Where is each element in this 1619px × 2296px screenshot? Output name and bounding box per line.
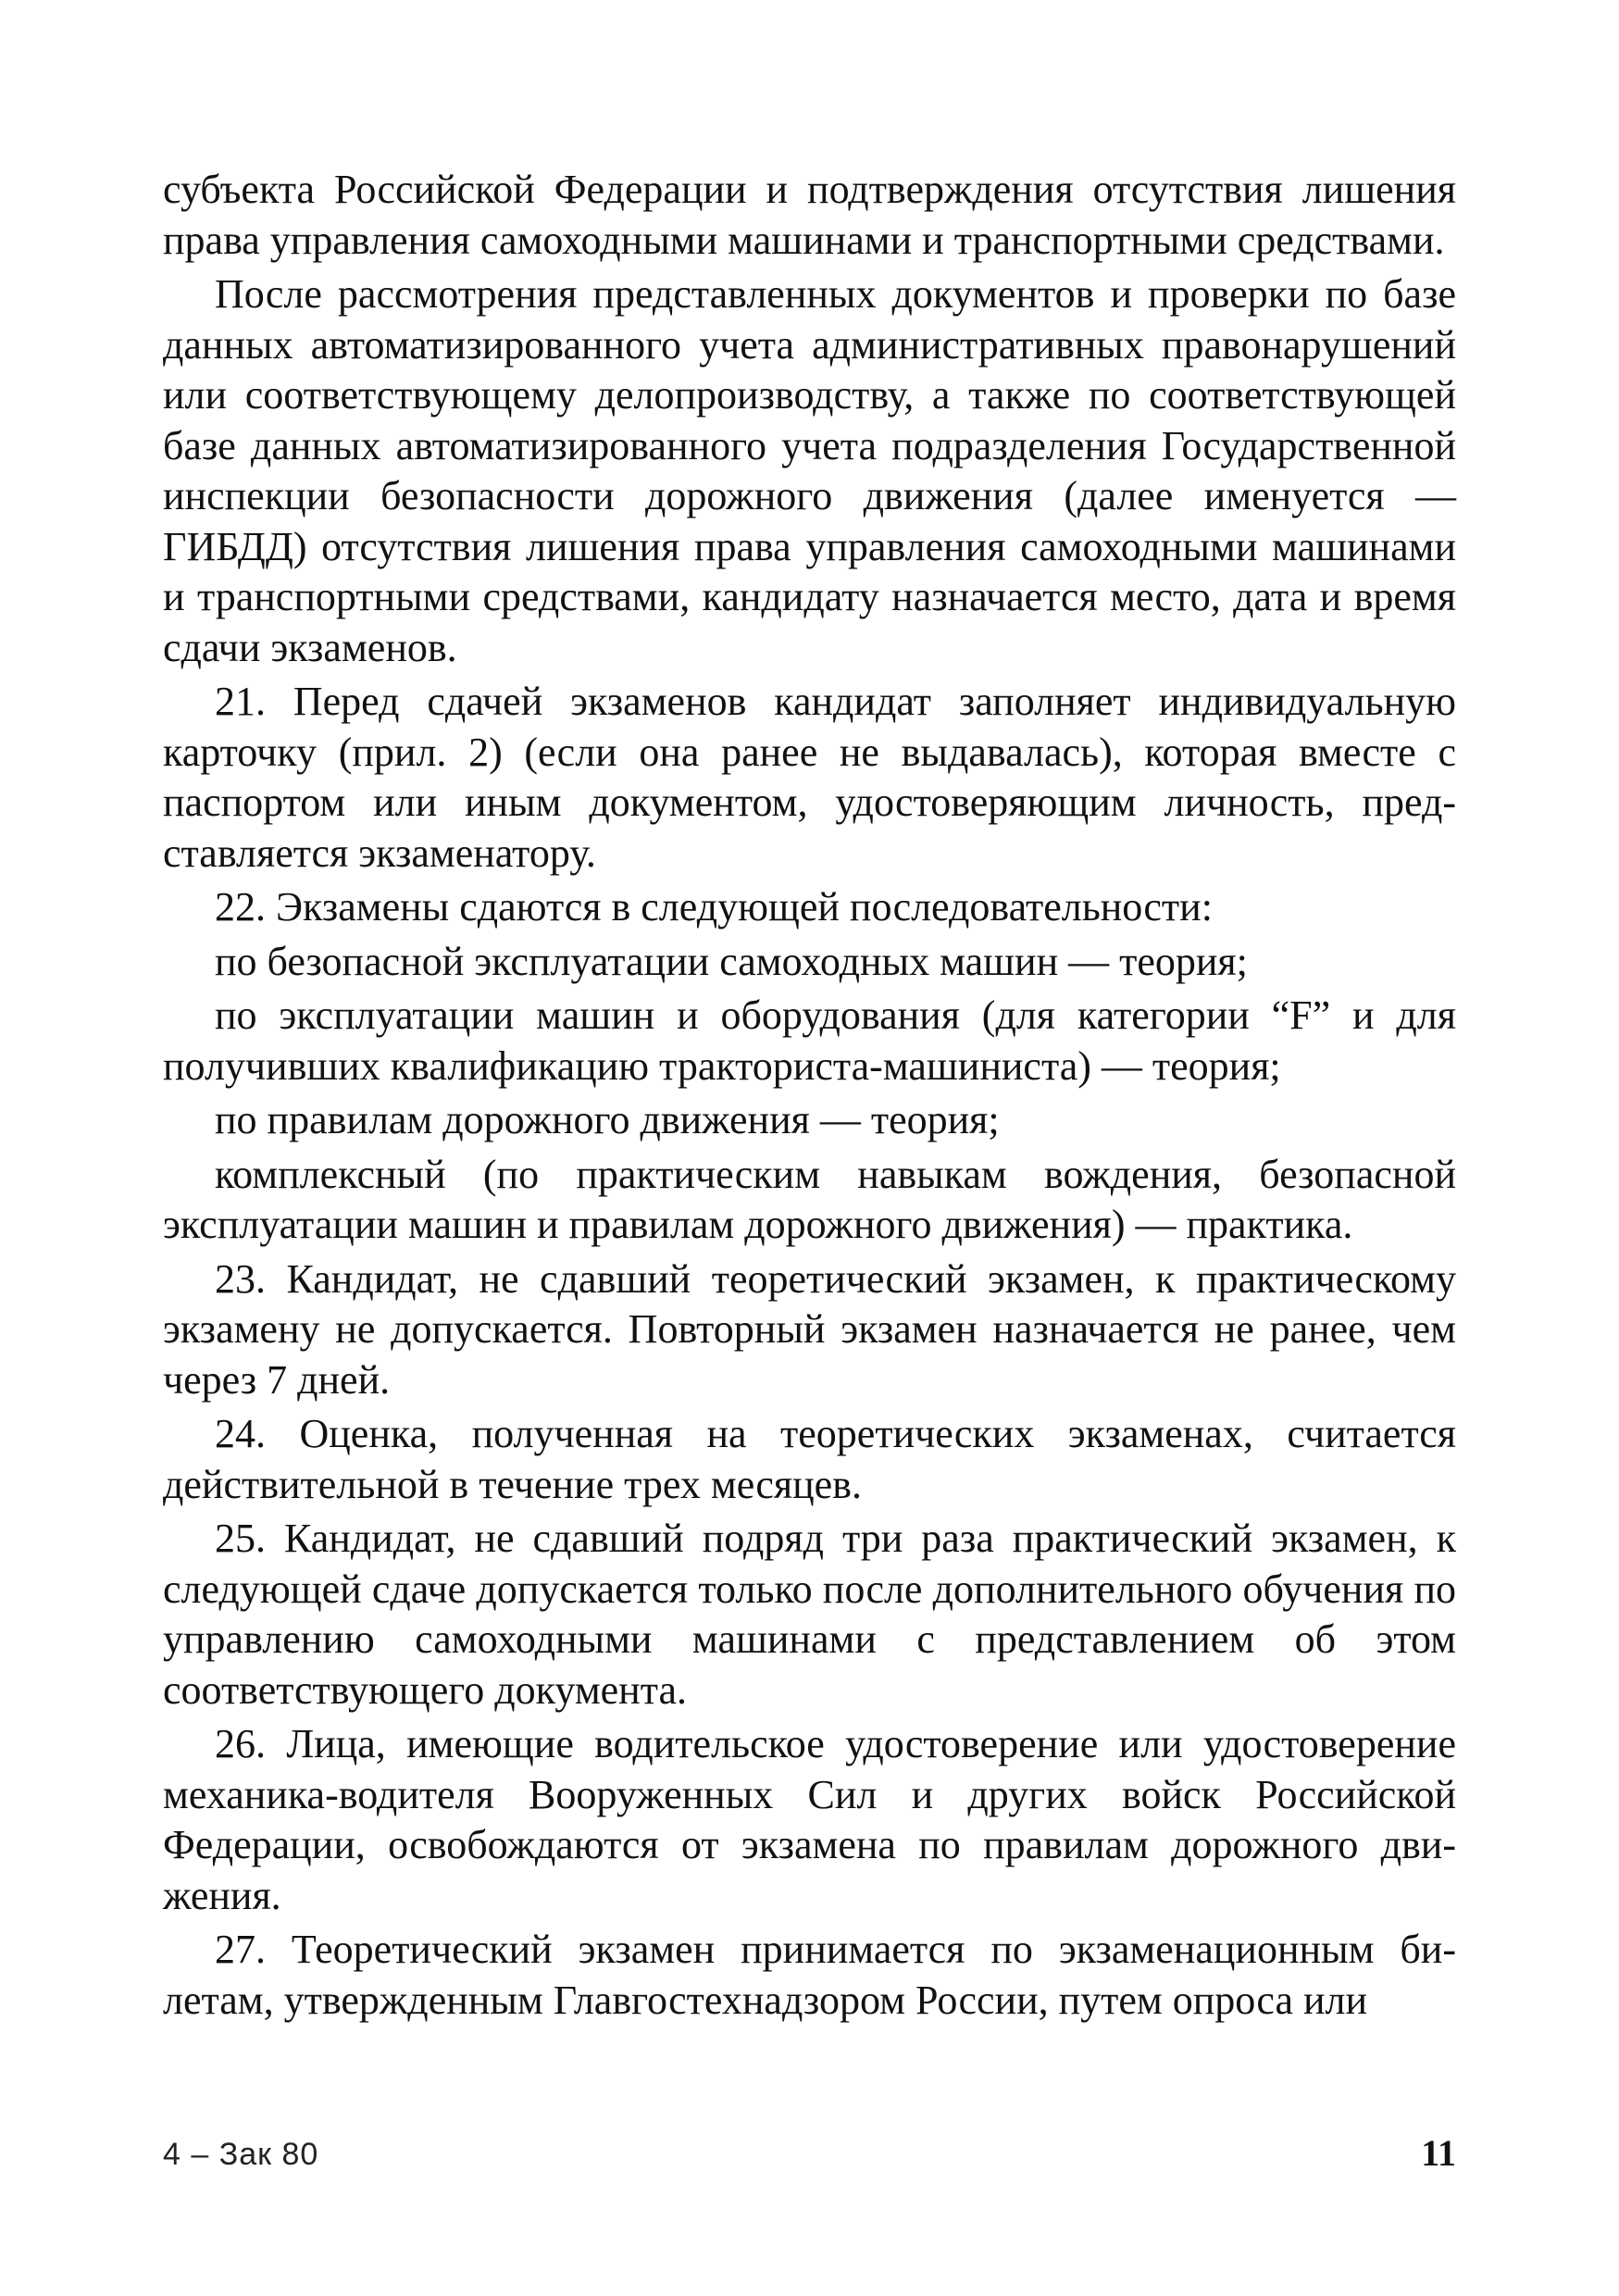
page-number: 11 xyxy=(1421,2132,1456,2174)
list-item-safety-theory: по безопасной эксплуатации самоходных машин — теория; xyxy=(215,938,1248,984)
document-body xyxy=(163,165,1456,2029)
list-item-complex-practice: комплексный (по практическим навыкам вождения, безопасной эксплуатации машин и правилам дорожного движения) — практика. xyxy=(163,1151,1456,1247)
paragraph-25: 25. Кандидат, не сдавший подряд три раза практический экзамен, к следующей сдаче допускается только после дополнительного обучения по управлению самоходными машинами с представлением об этом соответствующего документа. xyxy=(163,1516,1456,1713)
paragraph-review: После рассмотрения представленных документов и проверки по базе данных автоматизированного учета административных правонарушений или соответствующему делопроизводству, а также по соответствующей базе данных автоматизированного учета подразделения Государственной инспекции безопасности дорожного движения (далее именуется — ГИБДД) отсутствия лишения права управления самоходными машинами и транспортными средствами, кандидату назначается место, дата и время сдачи экзаменов. xyxy=(163,271,1456,670)
paragraph-continuation: субъекта Российской Федерации и подтверждения отсутствия лишения права управления самоходными машинами и транспортными средствами. xyxy=(163,167,1456,263)
paragraph-22: 22. Экзамены сдаются в следующей последовательности: xyxy=(215,884,1213,930)
paragraph-27: 27. Теоретический экзамен принимается по экзаменационным билетам, утвержденным Главгостехнадзором России, путем опроса или xyxy=(163,1927,1456,2023)
list-item-traffic-rules-theory: по правилам дорожного движения — теория; xyxy=(215,1097,1000,1142)
paragraph-21: 21. Перед сдачей экзаменов кандидат заполняет индивидуальную карточку (прил. 2) (если она ранее не выдавалась), которая вместе с паспортом или иным документом, удостоверяющим личность, представляется экзаменатору. xyxy=(163,679,1456,876)
print-signature: 4 – Зак 80 xyxy=(163,2137,319,2172)
paragraph-23: 23. Кандидат, не сдавший теоретический экзамен, к практическому экзамену не допускается. Повторный экзамен назначается не ранее, чем через 7 дней. xyxy=(163,1255,1456,1403)
paragraph-24: 24. Оценка, полученная на теоретических экзаменах, считается действительной в течение трех месяцев. xyxy=(163,1411,1456,1507)
paragraph-26: 26. Лица, имеющие водительское удостоверение или удостоверение механика-водителя Вооруженных Сил и других войск Российской Федерации, освобождаются от экзамена по правилам дорожного движения. xyxy=(163,1721,1456,1918)
list-item-equipment-theory: по эксплуатации машин и оборудования (для категории “F” и для получивших квалификацию тракториста-машиниста) — теория; xyxy=(163,992,1456,1089)
